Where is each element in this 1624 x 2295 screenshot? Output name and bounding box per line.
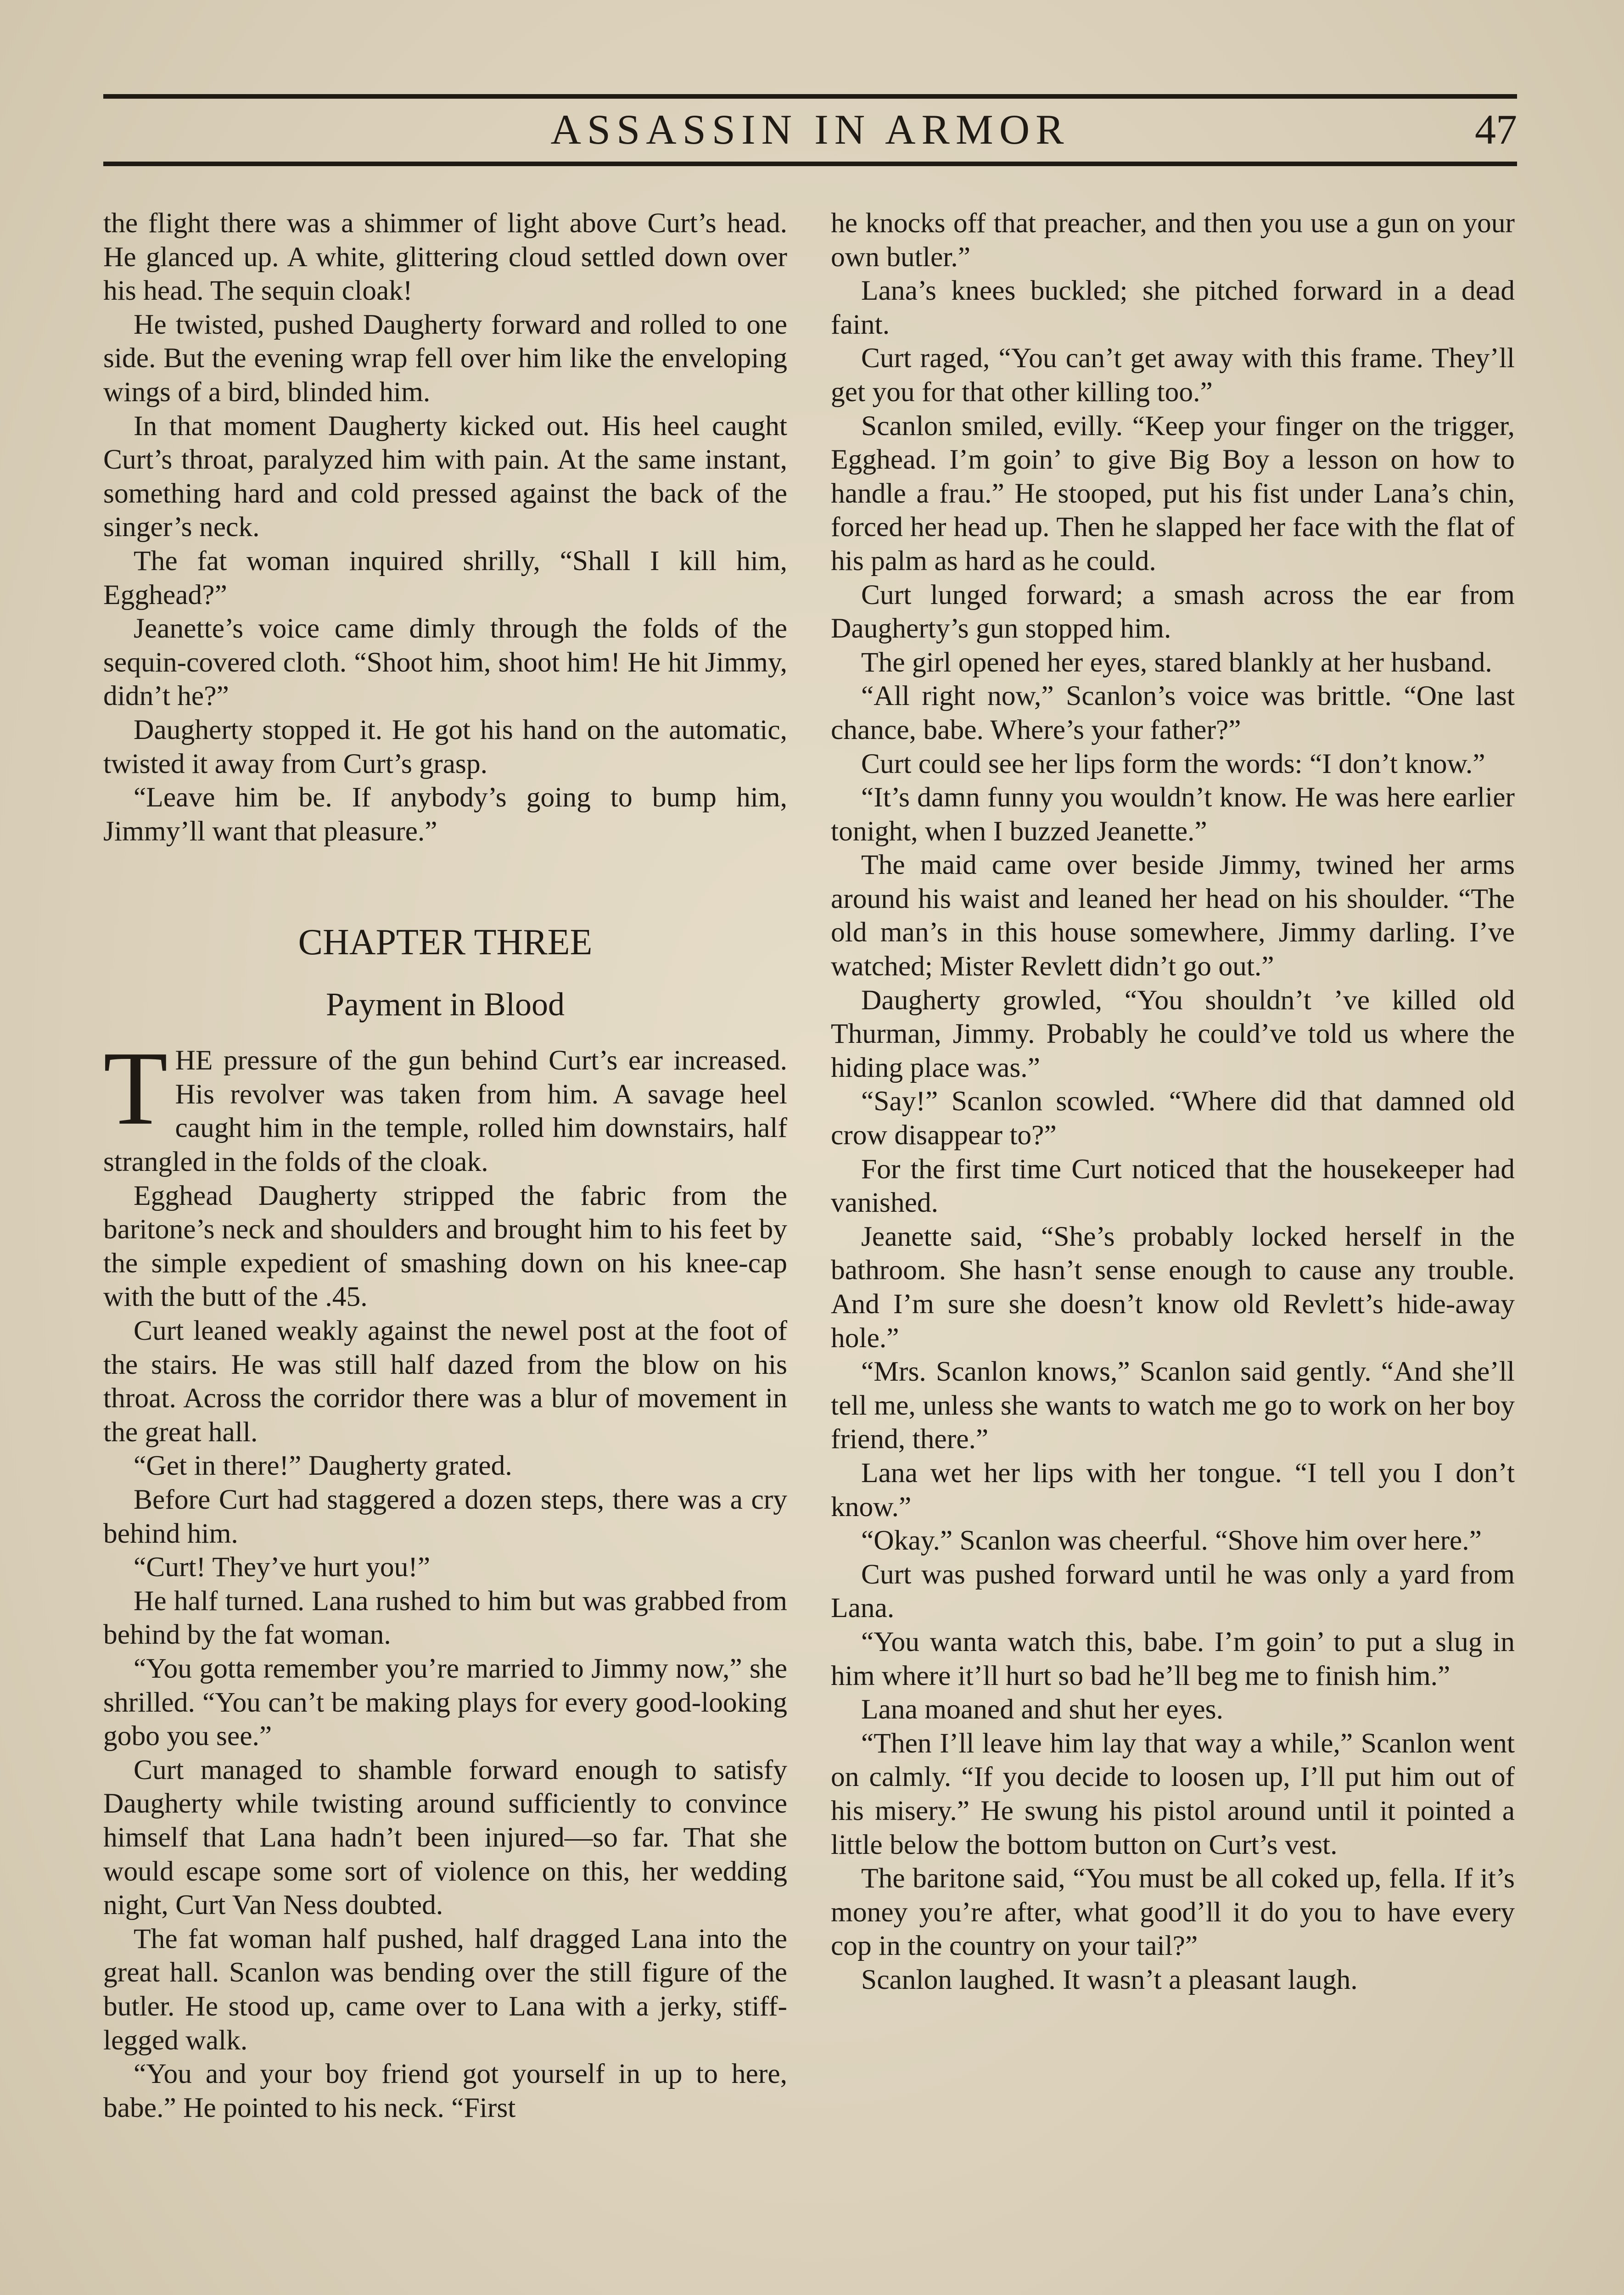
paragraph: Jeanette said, “She’s probably locked herself in the bathroom. She hasn’t sense enough to cause any trouble. And I’m sure she doesn’t know old Revlett’s hide-away hole.” xyxy=(831,1220,1515,1354)
paragraph: Scanlon laughed. It wasn’t a pleasant laugh. xyxy=(861,1964,1358,1995)
paragraph: Curt managed to shamble forward enough to satisfy Daugherty while twisting around sufficiently to convince himself that Lana hadn’t been injured—so far. That she would escape some sort of violence on this, her wedding night, Curt Van Ness doubted. xyxy=(103,1754,787,1921)
paragraph: Curt raged, “You can’t get away with this frame. They’ll get you for that other killing too.” xyxy=(831,342,1515,408)
paragraph: “It’s damn funny you wouldn’t know. He was here earlier tonight, when I buzzed Jeanette.” xyxy=(831,782,1515,847)
paragraph: “You and your boy friend got yourself in up to here, babe.” He pointed to his neck. “First xyxy=(103,2058,787,2123)
paragraph: Curt lunged forward; a smash across the ear from Daugherty’s gun stopped him. xyxy=(831,579,1515,644)
page-number: 47 xyxy=(1475,106,1517,153)
paragraph: Scanlon smiled, evilly. “Keep your finger on the trigger, Egghead. I’m goin’ to give Big Boy a lesson on how to handle a frau.” He stooped, put his fist under Lana’s chin, forced her head up. Then he slapped her face with the flat of his palm as hard as he could. xyxy=(831,410,1515,577)
paragraph: the flight there was a shimmer of light above Curt’s head. He glanced up. A white, glittering cloud settled down over his head. The sequin cloak! xyxy=(103,207,787,307)
paragraph: Lana’s knees buckled; she pitched forward in a dead faint. xyxy=(831,275,1515,340)
paragraph: “Okay.” Scanlon was cheerful. “Shove him over here.” xyxy=(861,1525,1482,1556)
paragraph: For the first time Curt noticed that the housekeeper had vanished. xyxy=(831,1153,1515,1219)
paragraph: Curt leaned weakly against the newel post at the foot of the stairs. He was still half dazed from the blow on his throat. Across the corridor there was a blur of movement in the great hall. xyxy=(103,1315,787,1448)
chapter-title: CHAPTER THREE xyxy=(298,922,593,963)
header-rule-bottom xyxy=(103,162,1517,166)
paragraph: He twisted, pushed Daugherty forward and rolled to one side. But the evening wrap fell over him like the enveloping wings of a bird, blinded him. xyxy=(103,308,787,408)
paragraph: he knocks off that preacher, and then you use a gun on your own butler.” xyxy=(831,207,1515,273)
paragraph: Lana wet her lips with her tongue. “I tell you I don’t know.” xyxy=(831,1457,1515,1523)
paragraph: The maid came over beside Jimmy, twined her arms around his waist and leaned her head on his shoulder. “The old man’s in this house somewhere, Jimmy darling. I’ve watched; Mister Revlett didn’t go out.” xyxy=(831,849,1515,982)
paragraph: The fat woman half pushed, half dragged Lana into the great hall. Scanlon was bending over the still figure of the butler. He stood up, came over to Lana with a jerky, stiff-legged walk. xyxy=(103,1923,787,2056)
paragraph: “Leave him be. If anybody’s going to bump him, Jimmy’ll want that pleasure.” xyxy=(103,782,787,847)
paragraph: Jeanette’s voice came dimly through the folds of the sequin-covered cloth. “Shoot him, shoot him! He hit Jimmy, didn’t he?” xyxy=(103,613,787,712)
right-column xyxy=(831,207,1515,1997)
paragraph: In that moment Daugherty kicked out. His heel caught Curt’s throat, paralyzed him with pain. At the same instant, something hard and cold pressed against the back of the singer’s neck. xyxy=(103,410,787,543)
paragraph: “Say!” Scanlon scowled. “Where did that damned old crow disappear to?” xyxy=(831,1086,1515,1151)
paragraph: “Curt! They’ve hurt you!” xyxy=(134,1551,431,1583)
paragraph: Lana moaned and shut her eyes. xyxy=(861,1694,1223,1725)
paragraph: He half turned. Lana rushed to him but was grabbed from behind by the fat woman. xyxy=(103,1585,787,1651)
paragraph: “All right now,” Scanlon’s voice was brittle. “One last chance, babe. Where’s your father?” xyxy=(831,680,1515,745)
chapter-subtitle: Payment in Blood xyxy=(326,986,565,1023)
header-rule-top xyxy=(103,94,1517,99)
paragraph: Egghead Daugherty stripped the fabric from the baritone’s neck and shoulders and brought him to his feet by the simple expedient of smashing down on his knee-cap with the butt of the .45. xyxy=(103,1180,787,1313)
running-title: ASSASSIN IN ARMOR xyxy=(550,106,1070,153)
paragraph: Curt could see her lips form the words: “I don’t know.” xyxy=(861,748,1485,779)
paragraph: Before Curt had staggered a dozen steps, there was a cry behind him. xyxy=(103,1484,787,1549)
paragraph: Daugherty growled, “You shouldn’t ’ve killed old Thurman, Jimmy. Probably he could’ve told us where the hiding place was.” xyxy=(831,984,1515,1083)
paragraph: Curt was pushed forward until he was only a yard from Lana. xyxy=(831,1558,1515,1624)
drop-cap: T xyxy=(103,1030,168,1147)
paragraph: The baritone said, “You must be all coked up, fella. If it’s money you’re after, what good’ll it do you to have every cop in the country on your tail?” xyxy=(831,1863,1515,1962)
paragraph: The girl opened her eyes, stared blankly at her husband. xyxy=(861,646,1492,678)
paragraph: “Then I’ll leave him lay that way a while,” Scanlon went on calmly. “If you decide to loosen up, I’ll put him out of his misery.” He swung his pistol around until it pointed a little below the bottom button on Curt’s vest. xyxy=(831,1727,1515,1860)
paragraph: “You gotta remember you’re married to Jimmy now,” she shrilled. “You can’t be making plays for every good-looking gobo you see.” xyxy=(103,1652,787,1752)
left-column xyxy=(103,207,787,2125)
lead-paragraph xyxy=(103,1030,787,1179)
paragraph: “You wanta watch this, babe. I’m goin’ to put a slug in him where it’ll hurt so bad he’ll beg me to finish him.” xyxy=(831,1626,1515,1691)
lead-paragraph-text: HE pressure of the gun behind Curt’s ear increased. His revolver was taken from him. A savage heel caught him in the temple, rolled him downstairs, half strangled in the folds of the cloak. xyxy=(103,1045,787,1178)
paragraph: “Mrs. Scanlon knows,” Scanlon said gently. “And she’ll tell me, unless she wants to watch me go to work on her boy friend, there.” xyxy=(831,1356,1515,1455)
paragraph: “Get in there!” Daugherty grated. xyxy=(134,1450,512,1482)
paragraph: The fat woman inquired shrilly, “Shall I kill him, Egghead?” xyxy=(103,545,787,610)
paragraph: Daugherty stopped it. He got his hand on the automatic, twisted it away from Curt’s grasp. xyxy=(103,714,787,779)
